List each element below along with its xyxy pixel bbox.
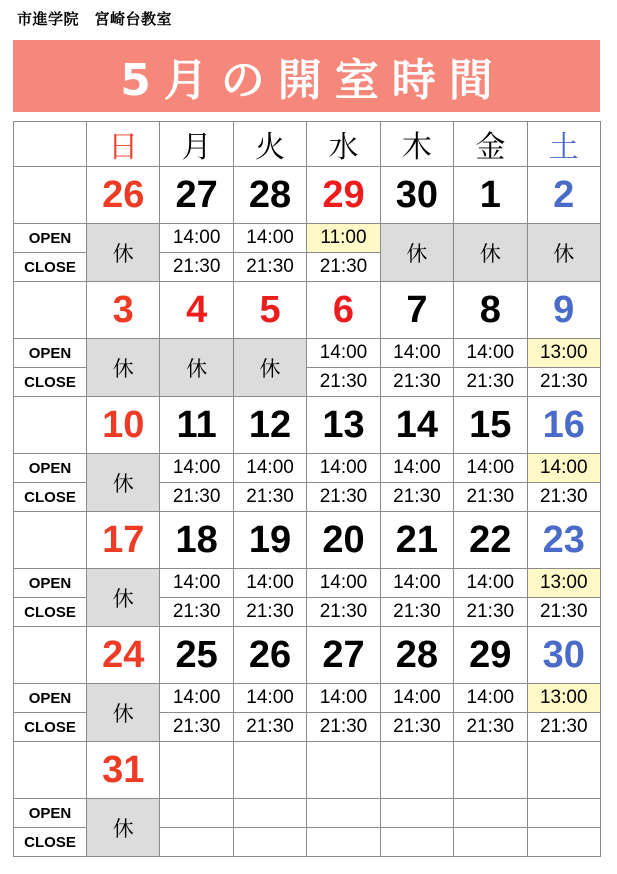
open-time-cell: 14:00 xyxy=(307,684,380,713)
open-time-cell: 14:00 xyxy=(380,339,453,368)
weekday-tue: 火 xyxy=(233,122,306,167)
date-cell-sat: 16 xyxy=(527,397,600,454)
close-time-cell: 21:30 xyxy=(380,713,453,742)
weekday-sat: 土 xyxy=(527,122,600,167)
date-row-label-cell xyxy=(14,742,87,799)
date-cell-fri xyxy=(454,742,527,799)
close-time-cell: 21:30 xyxy=(527,713,600,742)
open-time-cell: 14:00 xyxy=(454,684,527,713)
date-cell-sat: 9 xyxy=(527,282,600,339)
open-time-cell: 14:00 xyxy=(454,339,527,368)
page-title: 5月の開室時間 xyxy=(120,55,506,106)
date-cell-fri: 22 xyxy=(454,512,527,569)
open-row xyxy=(14,454,601,483)
open-time-cell: 14:00 xyxy=(380,454,453,483)
weekday-thu: 木 xyxy=(380,122,453,167)
closed-day-cell: 休 xyxy=(527,224,600,282)
open-time-cell: 13:00 xyxy=(527,339,600,368)
open-time-cell: 14:00 xyxy=(233,224,306,253)
date-row-label-cell xyxy=(14,167,87,224)
school-name: 市進学院 宮崎台教室 xyxy=(17,10,173,28)
close-time-cell: 21:30 xyxy=(380,598,453,627)
date-cell-fri: 29 xyxy=(454,627,527,684)
date-cell-tue: 26 xyxy=(233,627,306,684)
date-cell-fri: 15 xyxy=(454,397,527,454)
close-time-cell: 21:30 xyxy=(307,253,380,282)
open-time-cell xyxy=(307,799,380,828)
date-cell-tue: 28 xyxy=(233,167,306,224)
opening-hours-calendar xyxy=(13,121,601,857)
date-cell-thu: 30 xyxy=(380,167,453,224)
date-cell-thu: 14 xyxy=(380,397,453,454)
close-time-cell xyxy=(160,828,233,857)
date-row-label-cell xyxy=(14,397,87,454)
close-time-cell: 21:30 xyxy=(160,713,233,742)
open-label: OPEN xyxy=(14,224,87,253)
close-time-cell: 21:30 xyxy=(233,483,306,512)
close-time-cell xyxy=(527,828,600,857)
date-row-label-cell xyxy=(14,512,87,569)
open-time-cell: 11:00 xyxy=(307,224,380,253)
close-label: CLOSE xyxy=(14,598,87,627)
close-time-cell: 21:30 xyxy=(160,483,233,512)
closed-day-cell: 休 xyxy=(87,339,160,397)
date-row-label-cell xyxy=(14,627,87,684)
date-cell-sun: 10 xyxy=(87,397,160,454)
open-time-cell: 14:00 xyxy=(380,684,453,713)
corner-cell xyxy=(14,122,87,167)
weekday-header-row xyxy=(14,122,601,167)
date-cell-thu: 28 xyxy=(380,627,453,684)
date-row xyxy=(14,512,601,569)
close-time-cell: 21:30 xyxy=(454,713,527,742)
close-time-cell: 21:30 xyxy=(160,598,233,627)
open-time-cell: 14:00 xyxy=(307,454,380,483)
closed-day-cell: 休 xyxy=(87,224,160,282)
open-time-cell: 14:00 xyxy=(380,569,453,598)
open-time-cell: 14:00 xyxy=(307,339,380,368)
date-row xyxy=(14,627,601,684)
date-cell-tue: 19 xyxy=(233,512,306,569)
weekday-wed: 水 xyxy=(307,122,380,167)
date-cell-thu: 21 xyxy=(380,512,453,569)
open-time-cell: 14:00 xyxy=(307,569,380,598)
open-label: OPEN xyxy=(14,454,87,483)
date-cell-wed xyxy=(307,742,380,799)
date-row xyxy=(14,167,601,224)
close-time-cell: 21:30 xyxy=(233,598,306,627)
closed-day-cell: 休 xyxy=(454,224,527,282)
date-cell-tue: 5 xyxy=(233,282,306,339)
close-time-cell xyxy=(454,828,527,857)
open-time-cell: 14:00 xyxy=(527,454,600,483)
open-time-cell xyxy=(160,799,233,828)
title-banner xyxy=(13,40,600,112)
open-time-cell: 14:00 xyxy=(160,224,233,253)
date-cell-thu: 7 xyxy=(380,282,453,339)
date-cell-wed: 6 xyxy=(307,282,380,339)
date-cell-mon: 25 xyxy=(160,627,233,684)
closed-day-cell: 休 xyxy=(87,569,160,627)
open-time-cell: 14:00 xyxy=(233,684,306,713)
close-time-cell: 21:30 xyxy=(160,253,233,282)
date-cell-sat: 2 xyxy=(527,167,600,224)
date-cell-wed: 13 xyxy=(307,397,380,454)
close-time-cell: 21:30 xyxy=(380,483,453,512)
open-time-cell: 14:00 xyxy=(454,569,527,598)
date-cell-mon: 11 xyxy=(160,397,233,454)
open-time-cell: 13:00 xyxy=(527,569,600,598)
open-time-cell: 14:00 xyxy=(160,454,233,483)
date-cell-sat xyxy=(527,742,600,799)
close-time-cell: 21:30 xyxy=(527,483,600,512)
date-cell-tue: 12 xyxy=(233,397,306,454)
close-label: CLOSE xyxy=(14,828,87,857)
open-time-cell: 14:00 xyxy=(233,569,306,598)
closed-day-cell: 休 xyxy=(160,339,233,397)
open-time-cell xyxy=(233,799,306,828)
close-time-cell xyxy=(233,828,306,857)
date-cell-fri: 1 xyxy=(454,167,527,224)
open-time-cell xyxy=(527,799,600,828)
open-row xyxy=(14,569,601,598)
date-cell-wed: 27 xyxy=(307,627,380,684)
date-row xyxy=(14,397,601,454)
date-cell-sat: 30 xyxy=(527,627,600,684)
close-time-cell: 21:30 xyxy=(527,598,600,627)
date-cell-thu xyxy=(380,742,453,799)
date-cell-wed: 29 xyxy=(307,167,380,224)
close-time-cell: 21:30 xyxy=(307,713,380,742)
close-time-cell: 21:30 xyxy=(454,483,527,512)
closed-day-cell: 休 xyxy=(87,684,160,742)
date-cell-mon: 4 xyxy=(160,282,233,339)
date-cell-mon xyxy=(160,742,233,799)
open-label: OPEN xyxy=(14,339,87,368)
open-label: OPEN xyxy=(14,569,87,598)
open-time-cell: 14:00 xyxy=(160,684,233,713)
date-cell-sun: 26 xyxy=(87,167,160,224)
open-label: OPEN xyxy=(14,799,87,828)
open-time-cell xyxy=(380,799,453,828)
weekday-sun: 日 xyxy=(87,122,160,167)
close-label: CLOSE xyxy=(14,253,87,282)
date-cell-sun: 31 xyxy=(87,742,160,799)
date-cell-mon: 18 xyxy=(160,512,233,569)
open-time-cell: 14:00 xyxy=(454,454,527,483)
open-time-cell: 14:00 xyxy=(233,454,306,483)
open-row xyxy=(14,684,601,713)
close-label: CLOSE xyxy=(14,368,87,397)
weekday-mon: 月 xyxy=(160,122,233,167)
open-row xyxy=(14,799,601,828)
close-time-cell: 21:30 xyxy=(527,368,600,397)
date-row-label-cell xyxy=(14,282,87,339)
open-row xyxy=(14,224,601,253)
date-row xyxy=(14,742,601,799)
date-cell-mon: 27 xyxy=(160,167,233,224)
close-label: CLOSE xyxy=(14,713,87,742)
close-label: CLOSE xyxy=(14,483,87,512)
open-time-cell: 14:00 xyxy=(160,569,233,598)
open-time-cell xyxy=(454,799,527,828)
close-time-cell: 21:30 xyxy=(454,368,527,397)
closed-day-cell: 休 xyxy=(233,339,306,397)
date-cell-sun: 3 xyxy=(87,282,160,339)
open-row xyxy=(14,339,601,368)
close-time-cell xyxy=(380,828,453,857)
weekday-fri: 金 xyxy=(454,122,527,167)
open-time-cell: 13:00 xyxy=(527,684,600,713)
close-time-cell xyxy=(307,828,380,857)
closed-day-cell: 休 xyxy=(380,224,453,282)
close-time-cell: 21:30 xyxy=(307,598,380,627)
closed-day-cell: 休 xyxy=(87,799,160,857)
close-time-cell: 21:30 xyxy=(233,713,306,742)
date-row xyxy=(14,282,601,339)
closed-day-cell: 休 xyxy=(87,454,160,512)
close-time-cell: 21:30 xyxy=(307,368,380,397)
close-time-cell: 21:30 xyxy=(380,368,453,397)
date-cell-sat: 23 xyxy=(527,512,600,569)
date-cell-sun: 17 xyxy=(87,512,160,569)
close-time-cell: 21:30 xyxy=(454,598,527,627)
date-cell-fri: 8 xyxy=(454,282,527,339)
close-time-cell: 21:30 xyxy=(233,253,306,282)
date-cell-tue xyxy=(233,742,306,799)
open-label: OPEN xyxy=(14,684,87,713)
date-cell-sun: 24 xyxy=(87,627,160,684)
date-cell-wed: 20 xyxy=(307,512,380,569)
close-time-cell: 21:30 xyxy=(307,483,380,512)
